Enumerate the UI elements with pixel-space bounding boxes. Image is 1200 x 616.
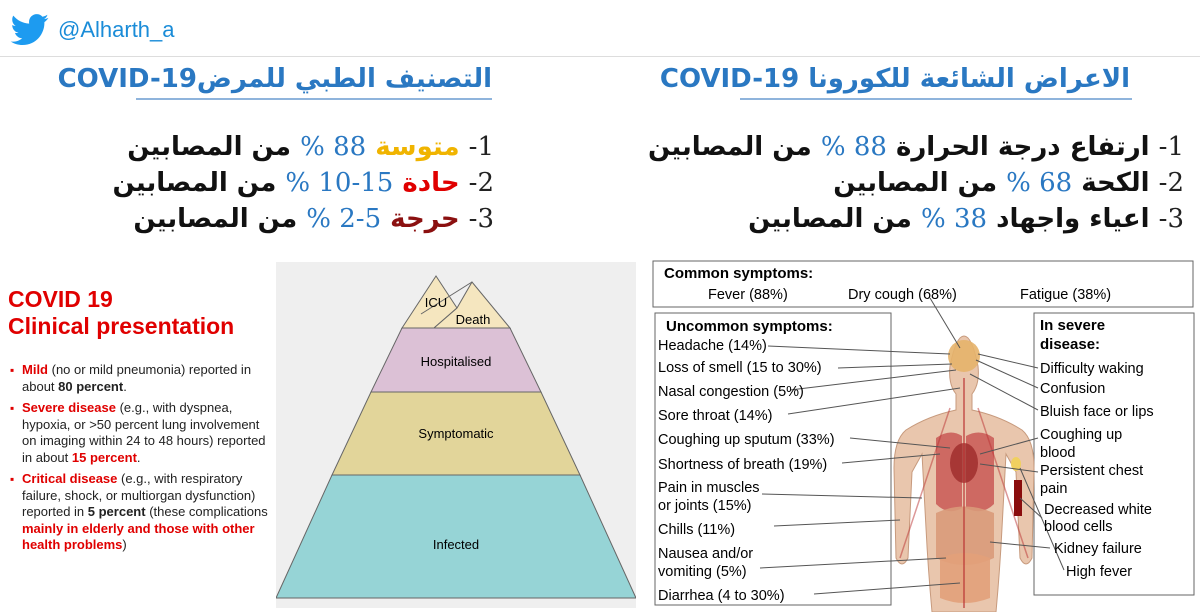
- severe-symptom-white-cells-line2: blood cells: [1044, 519, 1113, 535]
- clinical-presentation-title: [8, 286, 234, 340]
- clinical-item-mild: [8, 362, 270, 395]
- clinical-item-text: (e.g., with dyspnea, hypoxia, or >50 percent lung involvement on imaging within 24 to 48 hours) reported in about: [22, 400, 266, 465]
- severe-symptom-chest-pain-line1: Persistent chest: [1040, 463, 1144, 479]
- classification-line-3: 3- حرجة 5-2 % من المصابين: [133, 204, 494, 234]
- symptoms-figure: [650, 258, 1196, 612]
- classification-line-2: 2- حادة 15-10 % من المصابين: [112, 168, 494, 198]
- human-body-figure: [894, 336, 1034, 612]
- clinical-item-severe: [8, 400, 270, 466]
- uncommon-symptom-loss-of-smell: Loss of smell (15 to 30%): [658, 360, 822, 376]
- uncommon-symptom-muscle-pain-line2: or joints (15%): [658, 498, 752, 514]
- severe-header-line2: disease:: [1040, 336, 1101, 353]
- twitter-bird-icon: [10, 14, 50, 46]
- clinical-item-percent: 5 percent: [87, 504, 146, 519]
- pyramid-label-hospitalised: Hospitalised: [420, 354, 492, 369]
- severe-symptom-white-cells-line1: Decreased white: [1044, 502, 1152, 518]
- severe-header-line1: In severe: [1040, 317, 1106, 334]
- clinical-item-percent: 80 percent: [58, 378, 124, 394]
- uncommon-symptom-headache: Headache (14%): [658, 338, 767, 354]
- uncommon-symptoms-header: Uncommon symptoms:: [666, 318, 833, 335]
- arabic-symptom-line-1: 1- ارتفاع درجة الحرارة 88 % من المصابين: [647, 132, 1184, 162]
- clinical-item-tail: ): [122, 537, 127, 552]
- severe-symptom-coughing-blood-line1: Coughing up: [1040, 427, 1123, 443]
- pyramid-label-symptomatic: Symptomatic: [418, 426, 494, 441]
- bullet-icon: ▪: [10, 363, 15, 377]
- classification-line-1: 1- متوسة 88 % من المصابين: [127, 132, 494, 162]
- pyramid-label-icu: ICU: [424, 295, 448, 310]
- severe-symptom-difficulty-waking: Difficulty waking: [1040, 361, 1144, 377]
- arabic-symptom-line-2: 2- الكحة 68 % من المصابين: [833, 168, 1184, 198]
- clinical-list: [8, 362, 270, 559]
- common-symptoms-header: Common symptoms:: [664, 265, 814, 282]
- uncommon-symptom-shortness-of-breath: Shortness of breath (19%): [658, 457, 828, 473]
- clinical-item-term: Critical disease: [22, 471, 118, 486]
- clinical-title-line-2: Clinical presentation: [8, 313, 235, 339]
- common-symptom-fatigue: Fatigue (38%): [1020, 287, 1112, 303]
- classification-title: التصنيف الطبي للمرضCOVID-19: [57, 64, 492, 94]
- clinical-item-text: (e.g., with respiratory failure, shock, or multiorgan dysfunction) reported in: [22, 471, 256, 519]
- body-diagram: [650, 258, 1196, 612]
- severe-symptom-kidney-failure: Kidney failure: [1054, 541, 1142, 557]
- clinical-item-term: Mild: [22, 362, 48, 377]
- uncommon-symptom-sputum: Coughing up sputum (33%): [658, 432, 835, 448]
- severe-symptom-bluish-face: Bluish face or lips: [1040, 404, 1154, 420]
- uncommon-symptom-nausea-line2: vomiting (5%): [658, 564, 747, 580]
- twitter-handle[interactable]: @Alharth_a: [58, 17, 175, 42]
- clinical-item-tail: .: [136, 449, 141, 465]
- clinical-item-tail: (these complications: [145, 504, 268, 519]
- clinical-item-emphasis: mainly in elderly and those with other health problems: [22, 520, 255, 552]
- pyramid-label-death: Death: [455, 312, 491, 327]
- header-divider: [0, 56, 1200, 57]
- common-symptoms-title: الاعراض الشائعة للكورونا COVID-19: [659, 64, 1130, 94]
- uncommon-symptom-nausea-line1: Nausea and/or: [658, 546, 754, 562]
- clinical-item-text: (no or mild pneumonia) reported in about: [22, 362, 252, 394]
- clinical-item-critical: [8, 471, 270, 554]
- classification-title-underline: [136, 98, 492, 100]
- severe-symptom-confusion: Confusion: [1040, 381, 1106, 397]
- uncommon-symptom-nasal-congestion: Nasal congestion (5%): [658, 384, 804, 400]
- severe-symptom-chest-pain-line2: pain: [1040, 481, 1068, 497]
- severity-pyramid: [276, 262, 636, 608]
- bullet-icon: ▪: [10, 472, 15, 486]
- severe-symptom-high-fever: High fever: [1066, 564, 1133, 580]
- pyramid-panel: [276, 262, 636, 608]
- common-symptoms-title-underline: [740, 98, 1132, 100]
- common-symptom-dry-cough: Dry cough (68%): [848, 287, 957, 303]
- clinical-item-tail: .: [123, 378, 127, 394]
- pyramid-label-infected: Infected: [432, 537, 480, 552]
- bullet-icon: ▪: [10, 401, 15, 415]
- uncommon-symptom-diarrhea: Diarrhea (4 to 30%): [658, 588, 785, 604]
- arabic-symptom-line-3: 3- اعياء واجهاد 38 % من المصابين: [748, 204, 1184, 234]
- clinical-title-line-1: COVID 19: [8, 286, 113, 312]
- severe-symptom-coughing-blood-line2: blood: [1040, 445, 1076, 461]
- common-symptom-fever: Fever (88%): [708, 287, 788, 303]
- clinical-item-term: Severe disease: [22, 400, 116, 415]
- uncommon-symptom-chills: Chills (11%): [658, 522, 736, 538]
- uncommon-symptom-muscle-pain-line1: Pain in muscles: [658, 480, 760, 496]
- clinical-item-percent: 15 percent: [71, 449, 137, 465]
- uncommon-symptom-sore-throat: Sore throat (14%): [658, 408, 773, 424]
